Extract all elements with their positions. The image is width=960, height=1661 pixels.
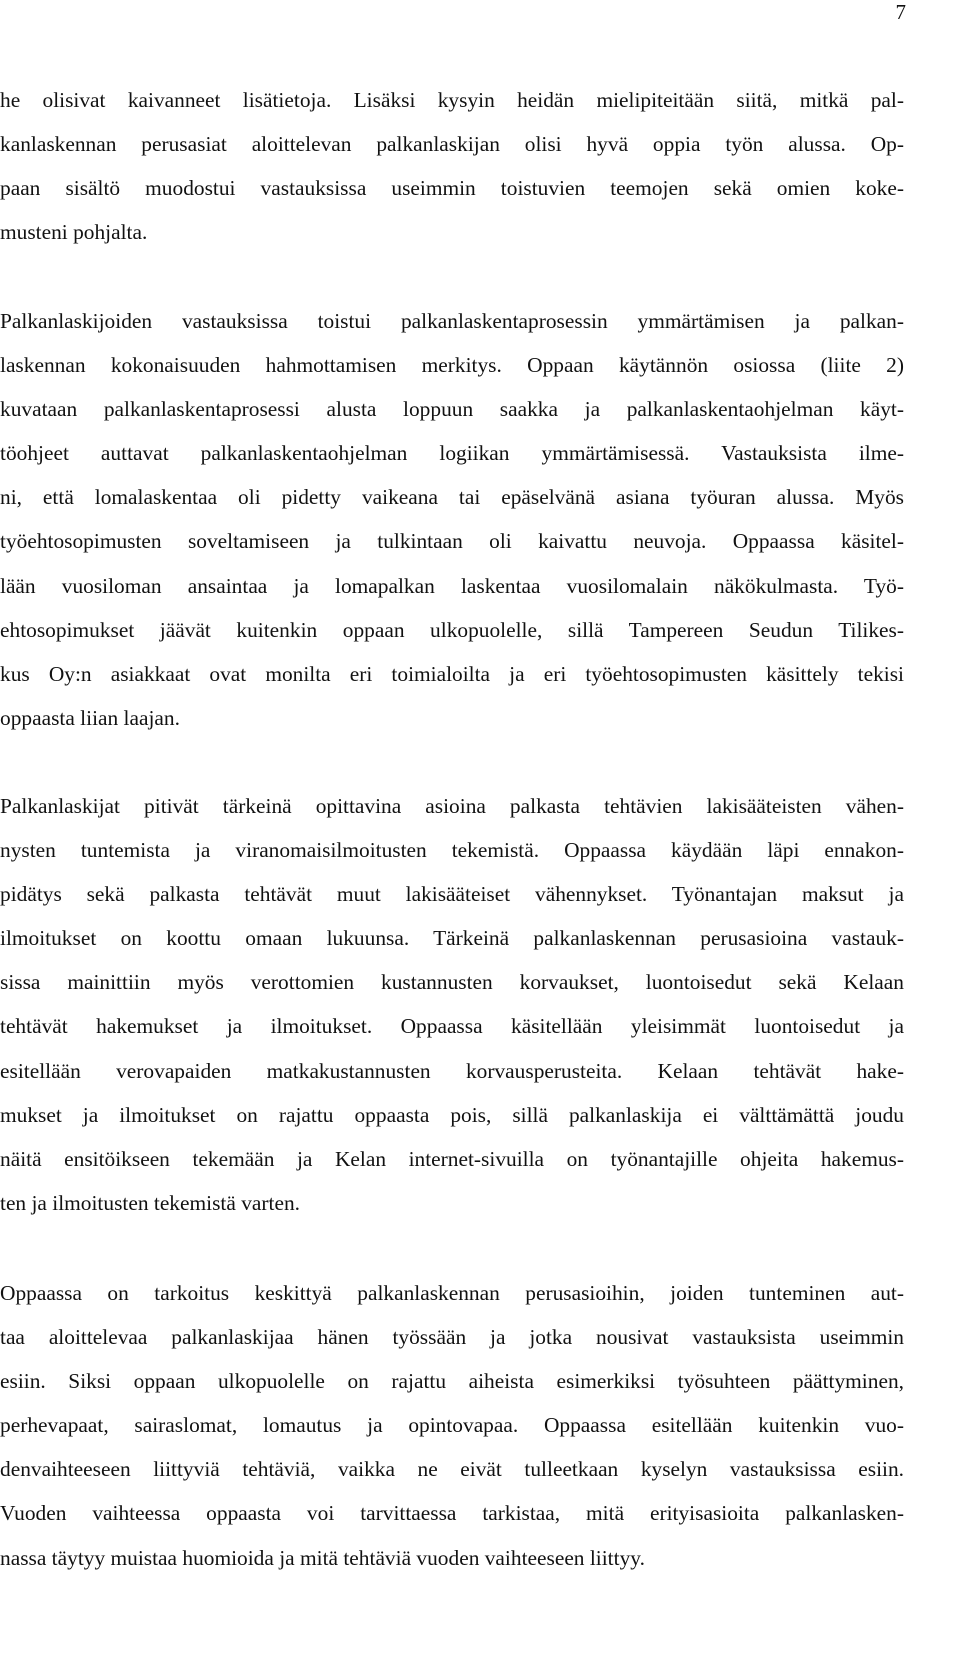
text-line: töohjeet auttavat palkanlaskentaohjelman logiikan ymmärtämisessä. Vastauksista ilme- (0, 441, 904, 466)
text-line: nassa täytyy muistaa huomioida ja mitä tehtäviä vuoden vaihteeseen liittyy. (0, 1545, 645, 1570)
paragraph-4 (0, 1271, 904, 1580)
text-line: Oppaassa on tarkoitus keskittyä palkanlaskennan perusasioihin, joiden tunteminen aut- (0, 1281, 904, 1305)
text-line: esiin. Siksi oppaan ulkopuolelle on rajattu aiheista esimerkiksi työsuhteen päättyminen, (0, 1369, 904, 1394)
text-line: paan sisältö muodostui vastauksissa useimmin toistuvien teemojen sekä omien koke- (0, 176, 904, 201)
text-line: Palkanlaskijat pitivät tärkeinä opittavina asioina palkasta tehtävien lakisääteisten vähen- (0, 794, 904, 818)
text-line: ehtosopimukset jäävät kuitenkin oppaan ulkopuolelle, sillä Tampereen Seudun Tilikes- (0, 617, 904, 642)
text-line: Palkanlaskijoiden vastauksissa toistui palkanlaskentaprosessin ymmärtämisen ja palkan- (0, 309, 904, 333)
text-line: tehtävät hakemukset ja ilmoitukset. Oppaassa käsitellään yleisimmät luontoisedut ja (0, 1014, 904, 1039)
text-line: nysten tuntemista ja viranomaisilmoitusten tekemistä. Oppaassa käydään läpi ennakon- (0, 838, 904, 863)
text-line: musteni pohjalta. (0, 220, 148, 245)
text-line: Vuoden vaihteessa oppaasta voi tarvittaessa tarkistaa, mitä erityisasioita palkanlasken- (0, 1501, 904, 1526)
paragraph-1 (0, 78, 904, 254)
text-line: näitä ensitöikseen tekemään ja Kelan internet-sivuilla on työnantajille ohjeita hakemus- (0, 1146, 904, 1171)
text-line: denvaihteeseen liittyviä tehtäviä, vaikka ne eivät tulleetkaan kyselyn vastauksissa esiin. (0, 1457, 904, 1482)
paragraph-2 (0, 299, 904, 740)
text-line: laskennan kokonaisuuden hahmottamisen merkitys. Oppaan käytännön osiossa (liite 2) (0, 353, 904, 378)
text-line: esitellään verovapaiden matkakustannusten korvausperusteita. Kelaan tehtävät hake- (0, 1058, 904, 1083)
text-line: taa aloittelevaa palkanlaskijaa hänen työssään ja jotka nousivat vastauksista useimmin (0, 1325, 904, 1350)
text-line: pidätys sekä palkasta tehtävät muut lakisääteiset vähennykset. Työnantajan maksut ja (0, 882, 904, 907)
text-line: kus Oy:n asiakkaat ovat monilta eri toimialoilta ja eri työehtosopimusten käsittely tekisi (0, 661, 904, 686)
text-line: kanlaskennan perusasiat aloittelevan palkanlaskijan olisi hyvä oppia työn alussa. Op- (0, 132, 904, 157)
page-number: 7 (895, 0, 906, 24)
text-line: oppaasta liian laajan. (0, 705, 180, 730)
text-line: ilmoitukset on koottu omaan lukuunsa. Tärkeinä palkanlaskennan perusasioina vastauk- (0, 926, 904, 951)
text-line: he olisivat kaivanneet lisätietoja. Lisäksi kysyin heidän mielipiteitään siitä, mitkä pal- (0, 88, 904, 112)
text-line: mukset ja ilmoitukset on rajattu oppaasta pois, sillä palkanlaskija ei välttämättä joudu (0, 1102, 904, 1127)
text-line: lään vuosiloman ansaintaa ja lomapalkan laskentaa vuosilomalain näkökulmasta. Työ- (0, 573, 904, 598)
text-line: työehtosopimusten soveltamiseen ja tulkintaan oli kaivattu neuvoja. Oppaassa käsitel- (0, 529, 904, 554)
text-line: ni, että lomalaskentaa oli pidetty vaikeana tai epäselvänä asiana työuran alussa. Myös (0, 485, 904, 510)
text-line: ten ja ilmoitusten tekemistä varten. (0, 1190, 300, 1215)
paragraph-3 (0, 784, 904, 1225)
text-line: sissa mainittiin myös verottomien kustannusten korvaukset, luontoisedut sekä Kelaan (0, 970, 904, 995)
text-line: perhevapaat, sairaslomat, lomautus ja opintovapaa. Oppaassa esitellään kuitenkin vuo- (0, 1413, 904, 1438)
text-line: kuvataan palkanlaskentaprosessi alusta loppuun saakka ja palkanlaskentaohjelman käyt- (0, 397, 904, 422)
